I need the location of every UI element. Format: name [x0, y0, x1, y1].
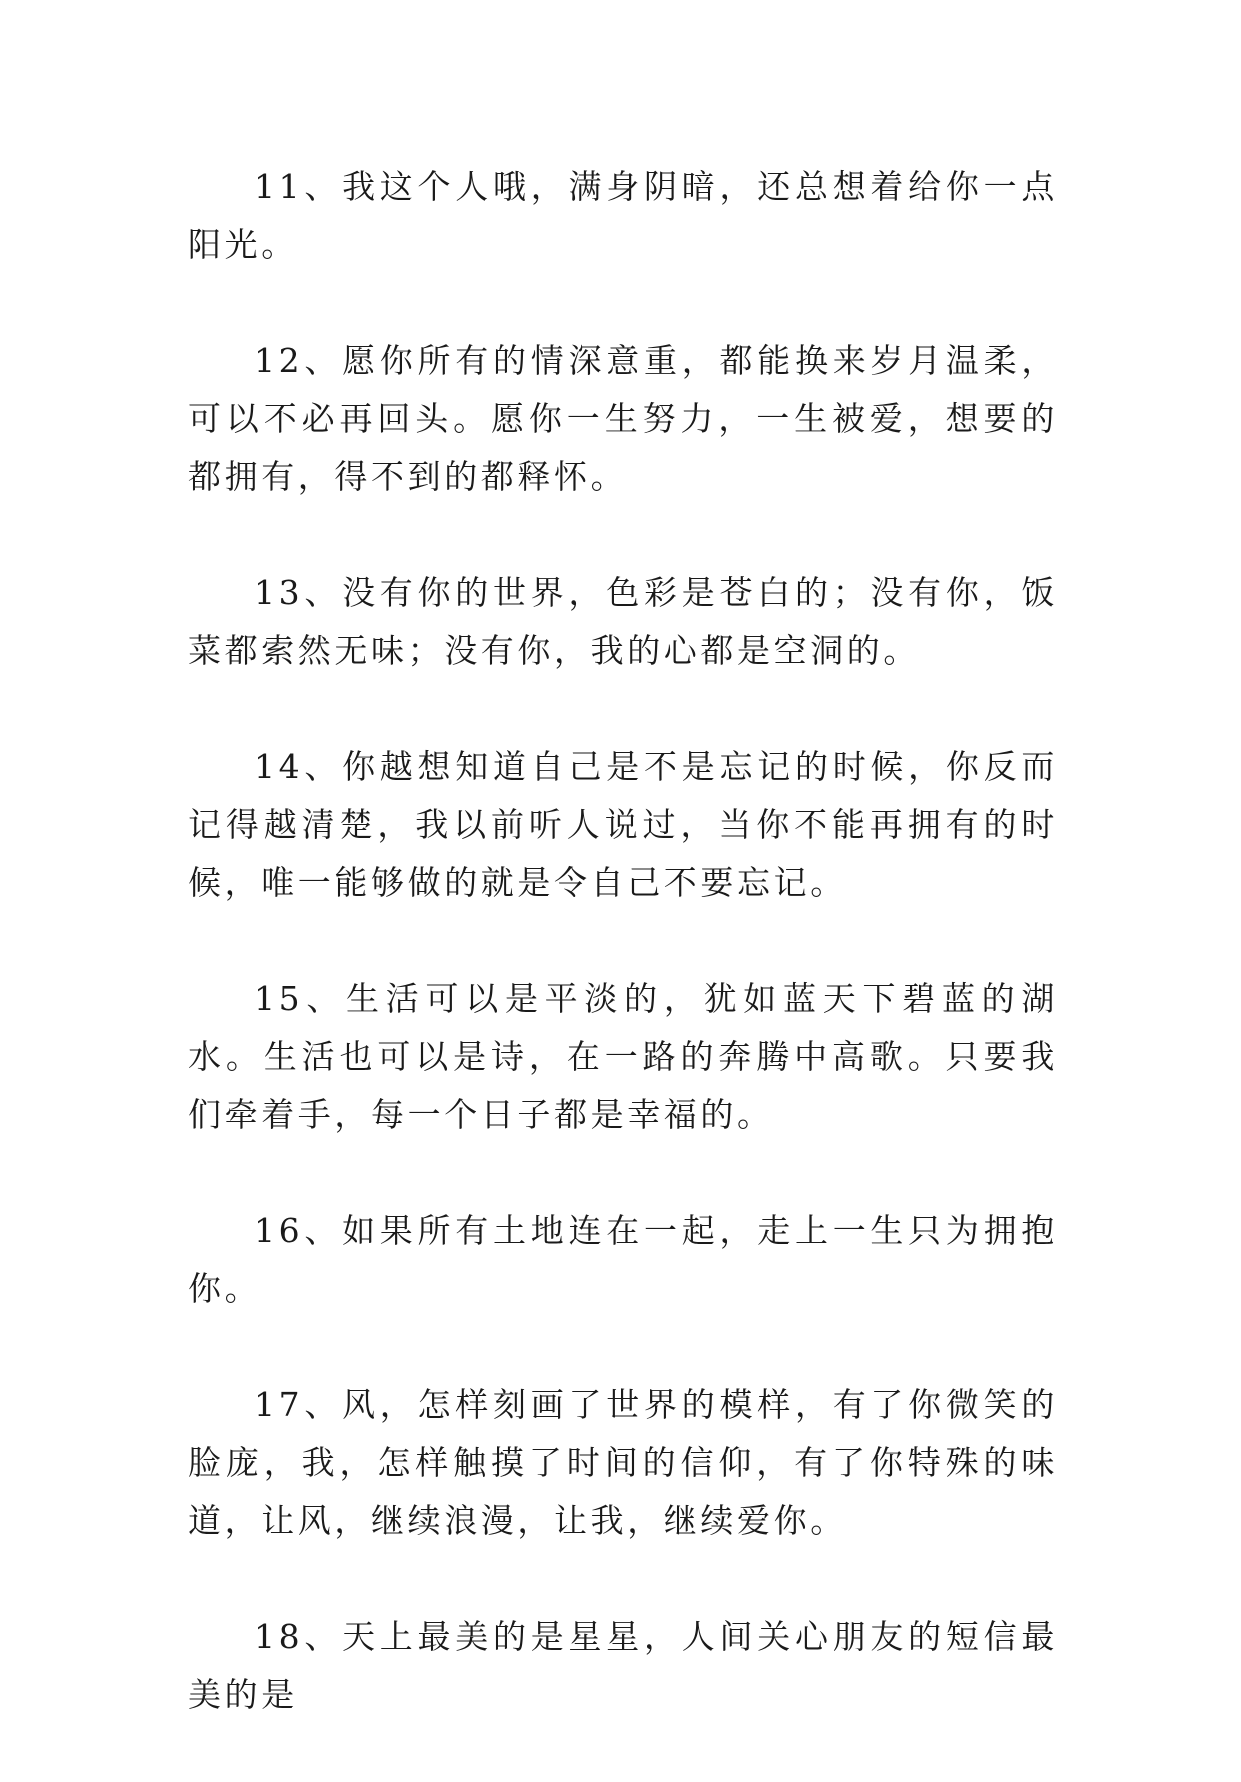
paragraph-11: 11、我这个人哦，满身阴暗，还总想着给你一点阳光。	[188, 167, 1058, 264]
paragraph-12: 12、愿你所有的情深意重，都能换来岁月温柔，可以不必再回头。愿你一生努力，一生被爱，想要的都拥有，得不到的都释怀。	[188, 341, 1058, 496]
paragraph-13: 13、没有你的世界，色彩是苍白的；没有你，饭菜都索然无味；没有你，我的心都是空洞的。	[188, 573, 1058, 670]
paragraph-17: 17、风，怎样刻画了世界的模样，有了你微笑的脸庞，我，怎样触摸了时间的信仰，有了你特殊的味道，让风，继续浪漫，让我，继续爱你。	[188, 1385, 1058, 1540]
paragraph-16: 16、如果所有土地连在一起，走上一生只为拥抱你。	[188, 1211, 1058, 1308]
document-body	[188, 158, 1058, 1782]
paragraph-14: 14、你越想知道自己是不是忘记的时候，你反而记得越清楚，我以前听人说过，当你不能再拥有的时候，唯一能够做的就是令自己不要忘记。	[188, 747, 1058, 902]
paragraph-15: 15、生活可以是平淡的，犹如蓝天下碧蓝的湖水。生活也可以是诗，在一路的奔腾中高歌。只要我们牵着手，每一个日子都是幸福的。	[188, 979, 1058, 1134]
paragraph-18: 18、天上最美的是星星，人间关心朋友的短信最美的是	[188, 1617, 1058, 1714]
